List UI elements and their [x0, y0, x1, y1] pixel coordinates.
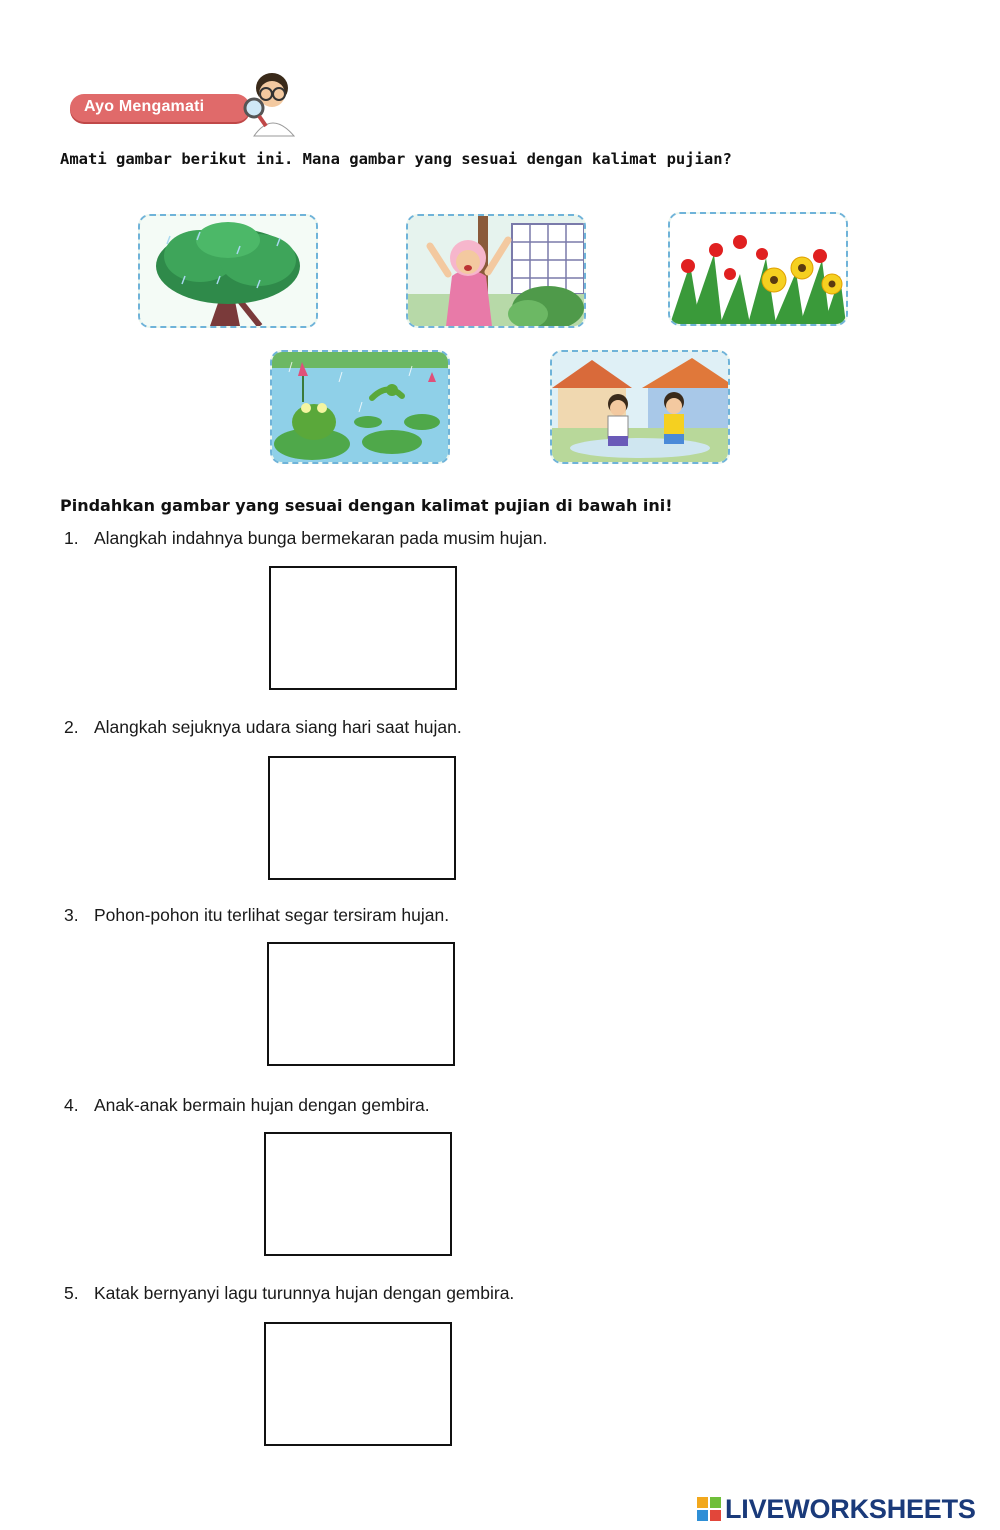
- badge-pill: [70, 94, 250, 122]
- girl-in-rain-picture[interactable]: [406, 214, 586, 328]
- frog-pond-picture[interactable]: [270, 350, 450, 464]
- flowers-picture-icon: [670, 214, 846, 324]
- drop-box-3[interactable]: [267, 942, 455, 1066]
- question-5: [64, 1283, 514, 1304]
- drop-box-2[interactable]: [268, 756, 456, 880]
- question-number: 5.: [64, 1283, 79, 1303]
- question-number: 4.: [64, 1095, 79, 1115]
- kids-playing-rain-picture-icon: [552, 352, 728, 462]
- girl-in-rain-picture-icon: [408, 216, 584, 326]
- observe-instruction: Amati gambar berikut ini. Mana gambar yang sesuai dengan kalimat pujian?: [60, 150, 732, 168]
- badge-label: Ayo Mengamati: [84, 98, 205, 115]
- question-text: Alangkah sejuknya udara siang hari saat hujan.: [94, 717, 462, 737]
- question-text: Anak-anak bermain hujan dengan gembira.: [94, 1095, 430, 1115]
- frog-pond-picture-icon: [272, 352, 448, 462]
- question-text: Alangkah indahnya bunga bermekaran pada musim hujan.: [94, 528, 548, 548]
- question-number: 3.: [64, 905, 79, 925]
- rain-tree-picture-icon: [140, 216, 316, 326]
- drop-box-4[interactable]: [264, 1132, 452, 1256]
- question-text: Pohon-pohon itu terlihat segar tersiram hujan.: [94, 905, 450, 925]
- rain-tree-picture[interactable]: [138, 214, 318, 328]
- drop-box-1[interactable]: [269, 566, 457, 690]
- brand-text: LIVEWORKSHEETS: [725, 1494, 976, 1524]
- question-4: [64, 1095, 430, 1116]
- move-instruction: Pindahkan gambar yang sesuai dengan kalimat pujian di bawah ini!: [60, 496, 673, 515]
- question-number: 1.: [64, 528, 79, 548]
- flowers-picture[interactable]: [668, 212, 848, 326]
- question-2: [64, 717, 462, 738]
- ayo-mengamati-badge: [70, 88, 260, 126]
- liveworksheets-cube-icon: [697, 1497, 721, 1521]
- question-number: 2.: [64, 717, 79, 737]
- question-text: Katak bernyanyi lagu turunnya hujan dengan gembira.: [94, 1283, 515, 1303]
- kids-playing-rain-picture[interactable]: [550, 350, 730, 464]
- drop-box-5[interactable]: [264, 1322, 452, 1446]
- question-3: [64, 905, 449, 926]
- boy-magnifier-icon: [240, 66, 310, 138]
- liveworksheets-logo: [697, 1494, 997, 1526]
- question-1: [64, 528, 547, 549]
